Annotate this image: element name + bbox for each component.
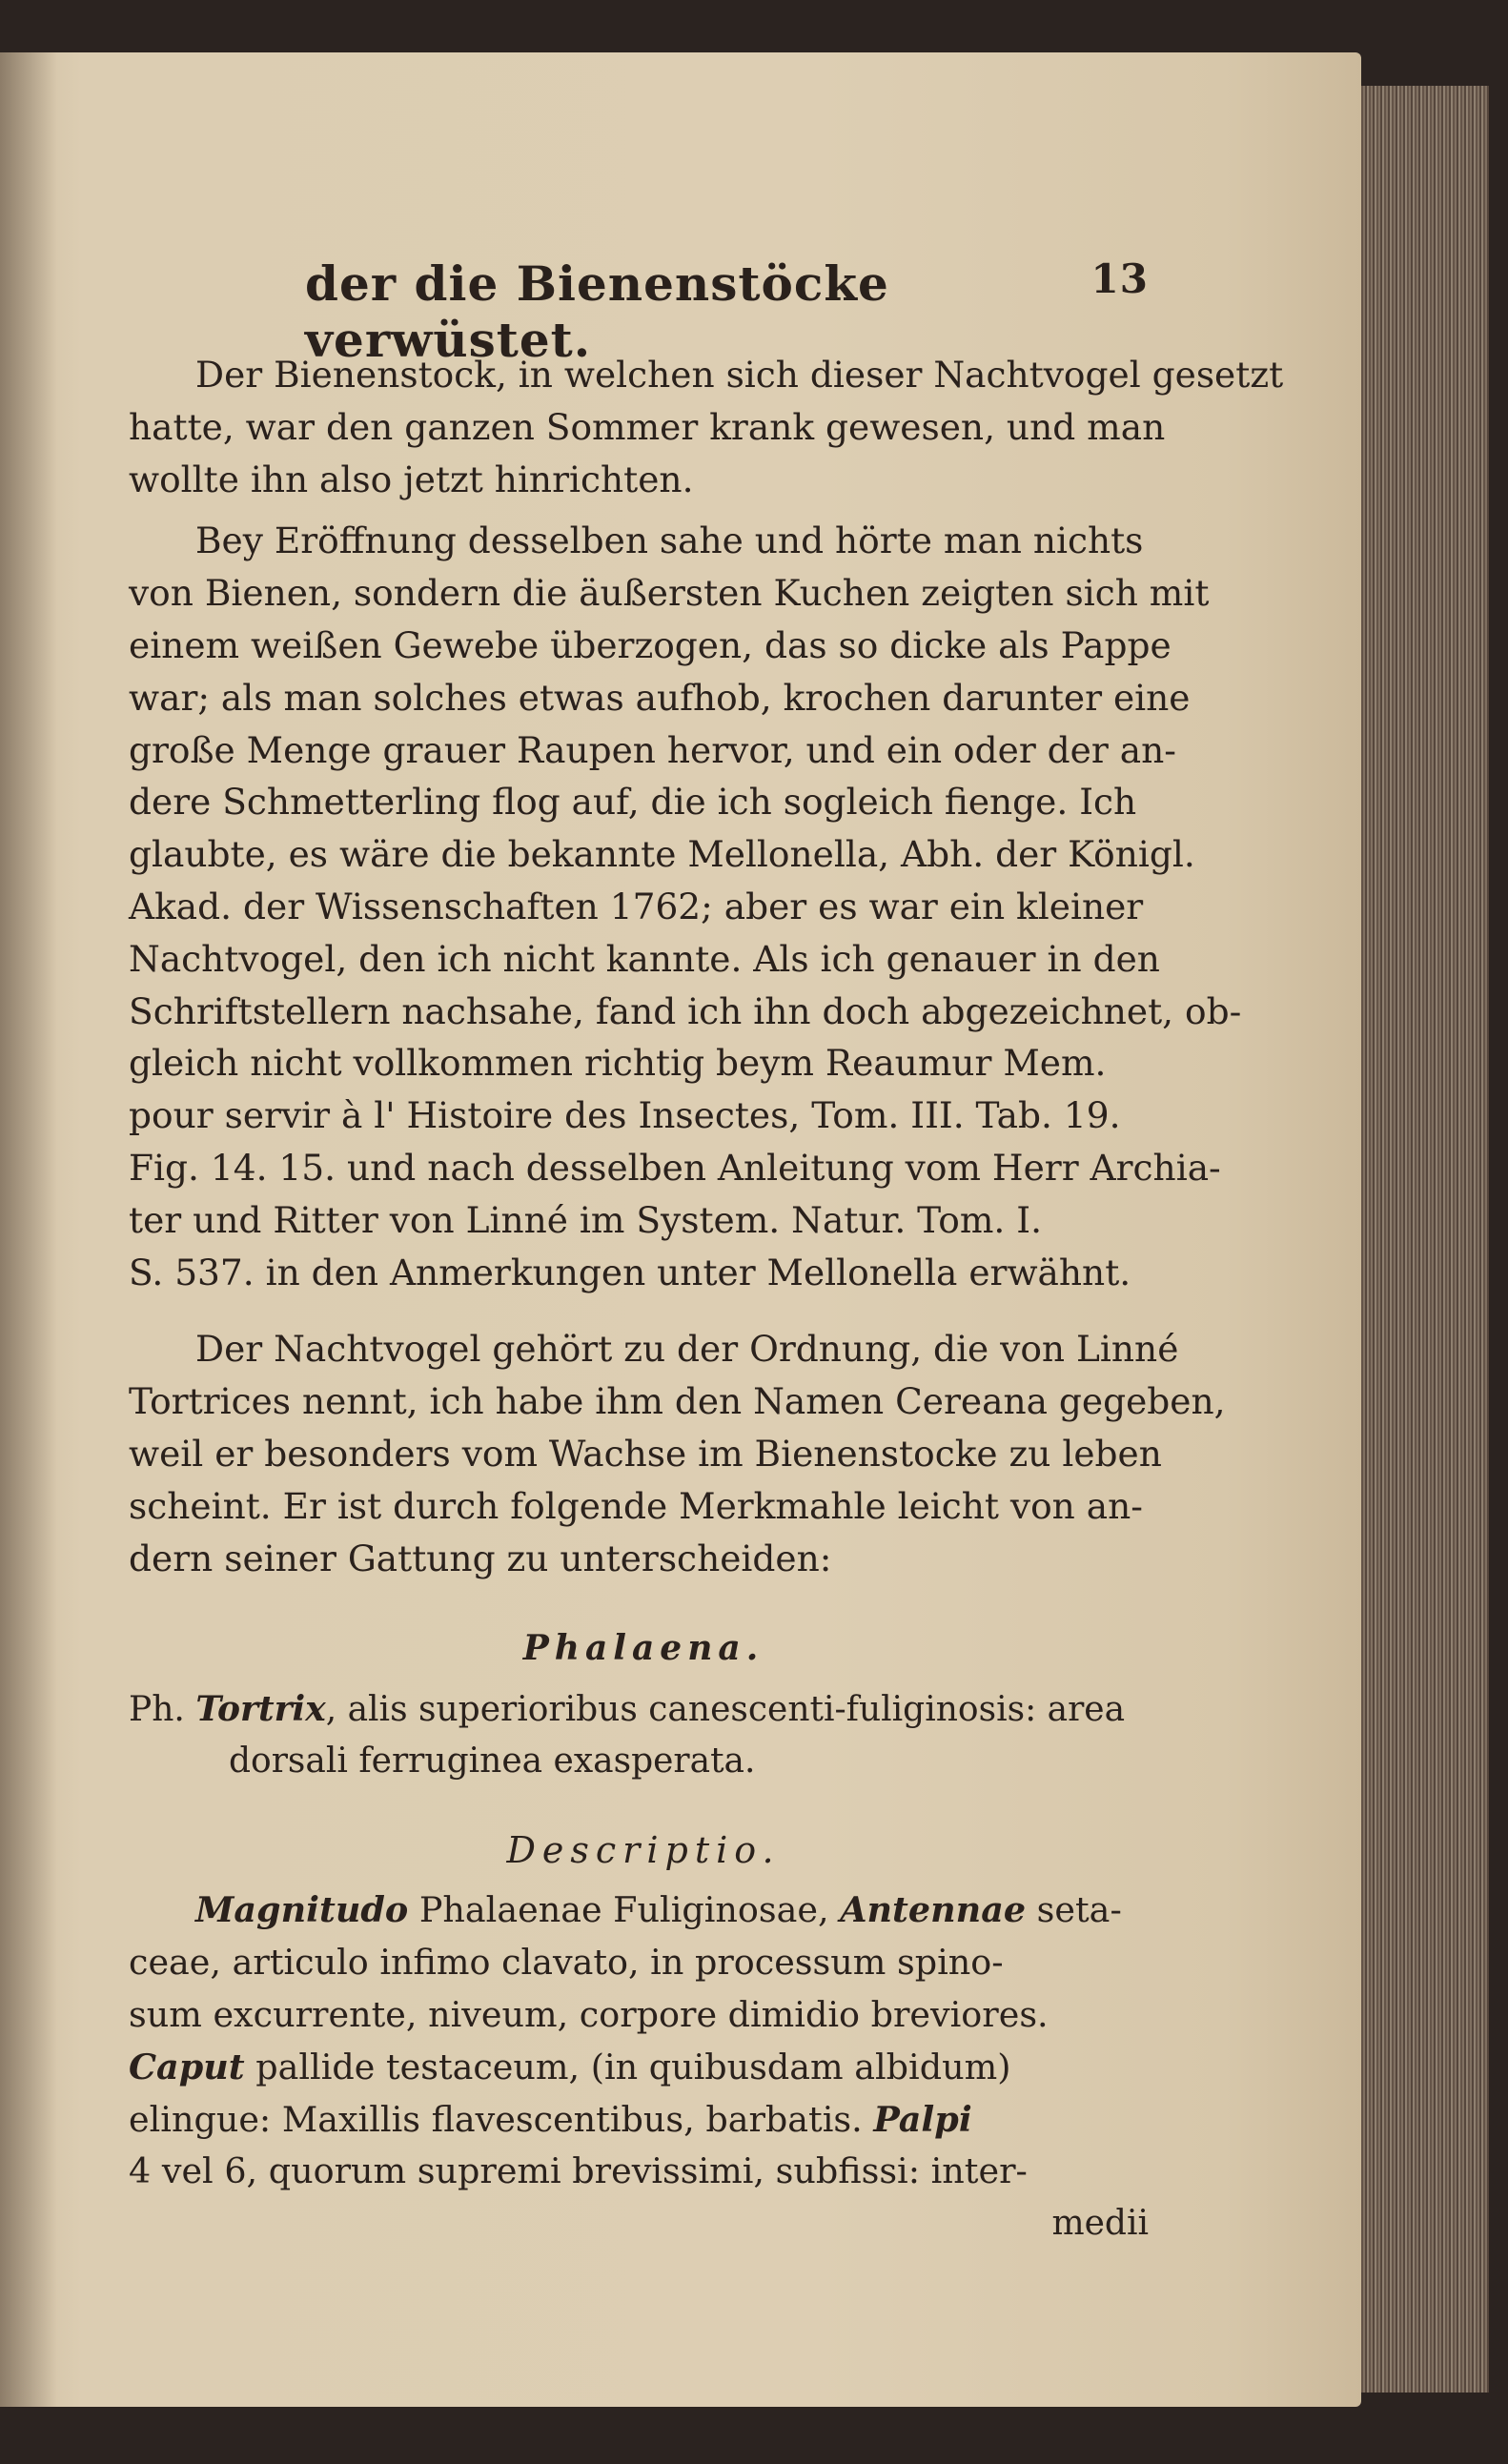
text-line: Fig. 14. 15. und nach desselben Anleitung vom Herr Archia- — [129, 1146, 1221, 1189]
text-line: Der Nachtvogel gehört zu der Ordnung, die von Linné — [195, 1328, 1179, 1371]
ph-diagnosis-2: dorsali ferruginea exasperata. — [229, 1741, 756, 1782]
text-line: Bey Eröffnung desselben sahe und hörte man nichts — [195, 519, 1144, 562]
text-line: Tortrices nennt, ich habe ihm den Namen Cereana gegeben, — [129, 1380, 1226, 1423]
text-line: ceae, articulo infimo clavato, in processum spino- — [129, 1942, 1004, 1984]
text-line: Akad. der Wissenschaften 1762; aber es war ein kleiner — [129, 885, 1144, 927]
text-span: Phalaenae Fuliginosae, — [408, 1889, 841, 1931]
text-line: pour servir à l' Histoire des Insectes, Tom. III. Tab. 19. — [129, 1094, 1121, 1137]
term-magnitudo: Magnitudo — [195, 1889, 409, 1931]
text-line: hatte, war den ganzen Sommer krank gewesen, und man — [129, 405, 1166, 448]
text-line: Nachtvogel, den ich nicht kannte. Als ich genauer in den — [129, 937, 1160, 980]
running-head — [129, 255, 1158, 368]
text-line: gleich nicht vollkommen richtig beym Reaumur Mem. — [129, 1042, 1107, 1085]
text-block — [129, 255, 1284, 2250]
text-line: große Menge grauer Raupen hervor, und ein oder der an- — [129, 728, 1176, 771]
term-palpi: Palpi — [873, 2098, 972, 2140]
paragraph-3 — [129, 1323, 1226, 1584]
catchword: medii — [1051, 2204, 1149, 2244]
text-line: dern seiner Gattung zu unterscheiden: — [129, 1537, 832, 1579]
text-line: dere Schmetterling flog auf, die ich sogleich fienge. Ich — [129, 781, 1137, 824]
text-line: Schriftstellern nachsahe, fand ich ihn doch abgezeichnet, ob- — [129, 989, 1242, 1032]
text-line: Der Bienenstock, in welchen sich dieser Nachtvogel gesetzt — [195, 354, 1284, 396]
descriptio-text — [129, 1884, 1158, 2198]
paragraph-2 — [129, 515, 1242, 1298]
ph-abbr: Ph. — [129, 1690, 185, 1730]
running-title: der die Bienenstöcke verwüstet. — [305, 255, 889, 368]
text-span: pallide testaceum, (in quibusdam albidum) — [244, 2046, 1011, 2087]
text-line: einem weißen Gewebe überzogen, das so dicke als Pappe — [129, 623, 1172, 666]
text-line — [129, 2094, 1158, 2147]
text-line: sum excurrente, niveum, corpore dimidio breviores. — [129, 1993, 1049, 2035]
text-line: scheint. Er ist durch folgende Merkmahle leicht von an- — [129, 1484, 1143, 1527]
descriptio-heading: Descriptio. — [506, 1829, 781, 1872]
text-line — [129, 1884, 1158, 1937]
ph-diagnosis-1: , alis superioribus canescenti-fuliginosis: area — [325, 1690, 1126, 1730]
term-antennae: Antennae — [840, 1889, 1027, 1931]
text-span: elingue: Maxillis flavescentibus, barbatis. — [129, 2098, 874, 2140]
term-caput: Caput — [129, 2046, 245, 2087]
species-name: Tortrix — [195, 1689, 326, 1730]
page-edges — [1346, 86, 1489, 2393]
paragraph-1 — [129, 349, 1284, 505]
text-line: glaubte, es wäre die bekannte Mellonella, Abh. der Königl. — [129, 833, 1195, 876]
text-line: S. 537. in den Anmerkungen unter Mellonella erwähnt. — [129, 1251, 1131, 1293]
text-span: seta- — [1026, 1889, 1122, 1931]
spine-shadow — [0, 52, 57, 2407]
text-line: wollte ihn also jetzt hinrichten. — [129, 458, 694, 500]
text-line: ter und Ritter von Linné im System. Natur. Tom. I. — [129, 1198, 1042, 1241]
text-line: war; als man solches etwas aufhob, krochen darunter eine — [129, 676, 1191, 719]
text-line: von Bienen, sondern die äußersten Kuchen zeigten sich mit — [129, 572, 1210, 615]
text-line: weil er besonders vom Wachse im Bienenstocke zu leben — [129, 1432, 1162, 1475]
text-line: 4 vel 6, quorum supremi brevissimi, subfissi: inter- — [129, 2150, 1028, 2192]
phalaena-entry — [129, 1683, 1158, 1736]
page-number: 13 — [1090, 255, 1149, 302]
phalaena-heading: Phalaena. — [522, 1628, 764, 1669]
text-line — [129, 2042, 1158, 2094]
